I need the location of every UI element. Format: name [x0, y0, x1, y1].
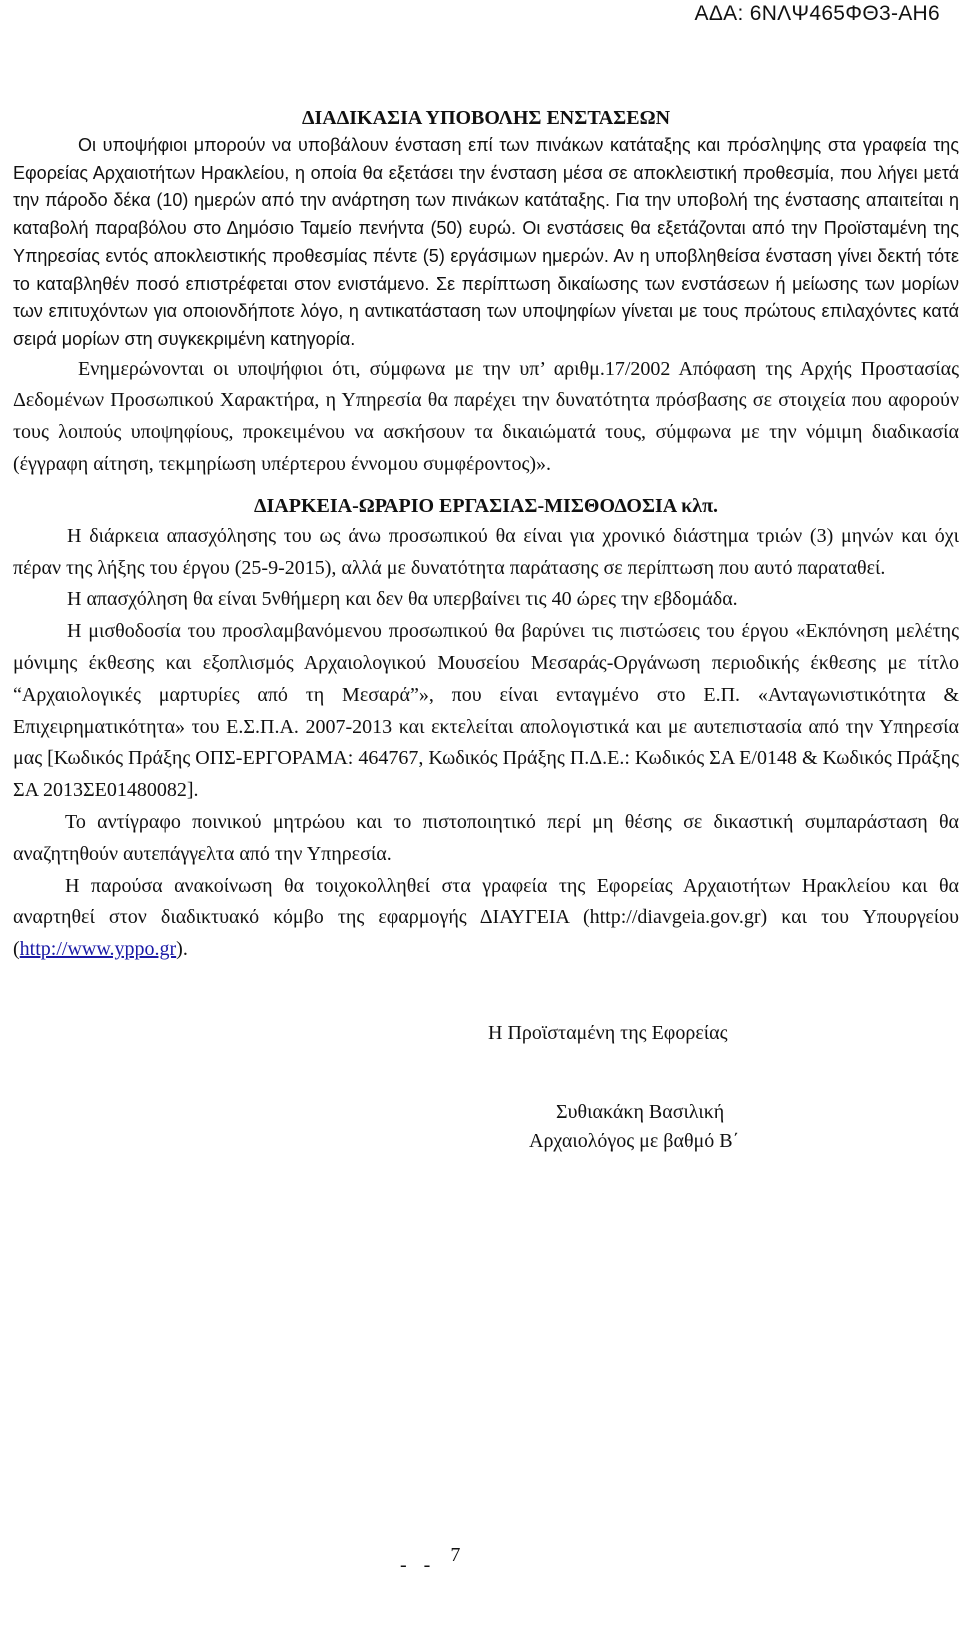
yppo-link[interactable]: http://www.yppo.gr — [19, 938, 177, 961]
signature-role: Αρχαιολόγος με βαθμό Β΄ — [529, 1130, 740, 1152]
page-footer — [400, 1544, 461, 1576]
records-paragraph: Το αντίγραφο ποινικού μητρώου και το πιστοποιητικό περί μη θέσης σε δικαστική συμπαράσταση θα αναζητηθούν αυτεπάγγελτα από την Υπηρεσία. — [13, 810, 959, 865]
document-body — [13, 104, 959, 966]
page-number: 7 — [450, 1544, 461, 1566]
employment-section-title: ΔΙΑΡΚΕΙΑ-ΩΡΑΡΙΟ ΕΡΓΑΣΙΑΣ-ΜΙΣΘΟΔΟΣΙΑ κλπ. — [253, 494, 719, 517]
ada-code: ΑΔΑ: 6ΝΛΨ465ΦΘ3-ΑΗ6 — [694, 2, 940, 25]
page-dashes: - - — [400, 1554, 437, 1576]
publication-end: ). — [176, 938, 188, 961]
duration-paragraph: Η διάρκεια απασχόλησης του ως άνω προσωπικού θα είναι για χρονικό διάστημα τριών (3) μηνών και όχι πέραν της λήξης του έργου (25-9-2015), αλλά με δυνατότητα παράτασης σε περίπτωση που αυτό παραταθεί. — [13, 524, 959, 579]
objections-section-title: ΔΙΑΔΙΚΑΣΙΑ ΥΠΟΒΟΛΗΣ ΕΝΣΤΑΣΕΩΝ — [301, 107, 671, 129]
objections-paragraph: Οι υποψήφιοι μπορούν να υποβάλουν ένσταση επί των πινάκων κατάταξης και πρόσληψης στα γραφεία της Εφορείας Αρχαιοτήτων Ηρακλείου, η οποία θα εξετάσει την ένσταση μέσα σε αποκλειστική προθεσμία, που λήγει μετά την πάροδο δέκα (10) ημερών από την ανάρτηση των πινάκων κατάταξης. Για την υποβολή της ένστασης απαιτείται η καταβολή παραβόλου στο Δημόσιο Ταμείο πενήντα (50) ευρώ. Οι ενστάσεις θα εξετάζονται από την Προϊσταμένη της Υπηρεσίας εντός αποκλειστικής προθεσμίας πέντε (5) εργάσιμων ημερών. Αν η υποβληθείσα ένσταση γίνει δεκτή τότε το καταβληθέν ποσό επιστρέφεται στον ενιστάμενο. Σε περίπτωση δικαίωσης των ενστάσεων ή μείωσης των μορίων των επιτυχόντων για οποιονδήποτε λόγο, η αντικατάσταση των υποψηφίων γίνεται με τους πρώτους επιλαχόντες κατά σειρά μορίων στη συγκεκριμένη κατηγορία. — [13, 135, 959, 349]
publication-text: Η παρούσα ανακοίνωση θα τοιχοκολληθεί στα γραφεία της Εφορείας Αρχαιοτήτων Ηρακλείου και θα αναρτηθεί στον διαδικτυακό κόμβο της εφαρμογής ΔΙΑΥΓΕΙΑ (http://diavgeia.gov.gr) και του Υπουργείου ( — [13, 874, 959, 961]
hours-paragraph: Η απασχόληση θα είναι 5νθήμερη και δεν θα υπερβαίνει τις 40 ώρες την εβδομάδα. — [67, 588, 738, 611]
privacy-paragraph: Ενημερώνονται οι υποψήφιοι ότι, σύμφωνα με την υπ’ αριθμ.17/2002 Απόφαση της Αρχής Προστασίας Δεδομένων Προσωπικού Χαρακτήρα, η Υπηρεσία θα παρέχει την δυνατότητα πρόσβασης σε στοιχεία που αφορούν τους λοιπούς υποψηφίους, προκειμένου να ασκήσουν τα δικαιώματά τους, σύμφωνα με την νόμιμη διαδικασία (έγγραφη αίτηση, τεκμηρίωση υπέρτερου έννομου συμφέροντος)». — [13, 357, 959, 476]
payroll-paragraph: Η μισθοδοσία του προσλαμβανόμενου προσωπικού θα βαρύνει τις πιστώσεις του έργου «Εκπόνηση μελέτης μόνιμης έκθεσης και εξοπλισμός Αρχαιολογικού Μουσείου Μεσαράς-Οργάνωση περιοδικής έκθεσης με τίτλο “Αρχαιολογικές μαρτυρίες από τη Μεσαρά”», που είναι ενταγμένο στο Ε.Π. «Ανταγωνιστικότητα & Επιχειρηματικότητα» του Ε.Σ.Π.Α. 2007-2013 και εκτελείται απολογιστικά και με αυτεπιστασία από την Υπηρεσία μας [Κωδικός Πράξης ΟΠΣ-ΕΡΓΟΡΑΜΑ: 464767, Κωδικός Πράξης Π.Δ.Ε.: Κωδικός ΣΑ Ε/0148 & Κωδικός Πράξης ΣΑ 2013ΣΕ01480082]. — [13, 620, 959, 802]
publication-paragraph — [13, 871, 959, 966]
signature-title: Η Προϊσταμένη της Εφορείας — [488, 1022, 728, 1044]
signature-name: Συθιακάκη Βασιλική — [556, 1101, 725, 1123]
